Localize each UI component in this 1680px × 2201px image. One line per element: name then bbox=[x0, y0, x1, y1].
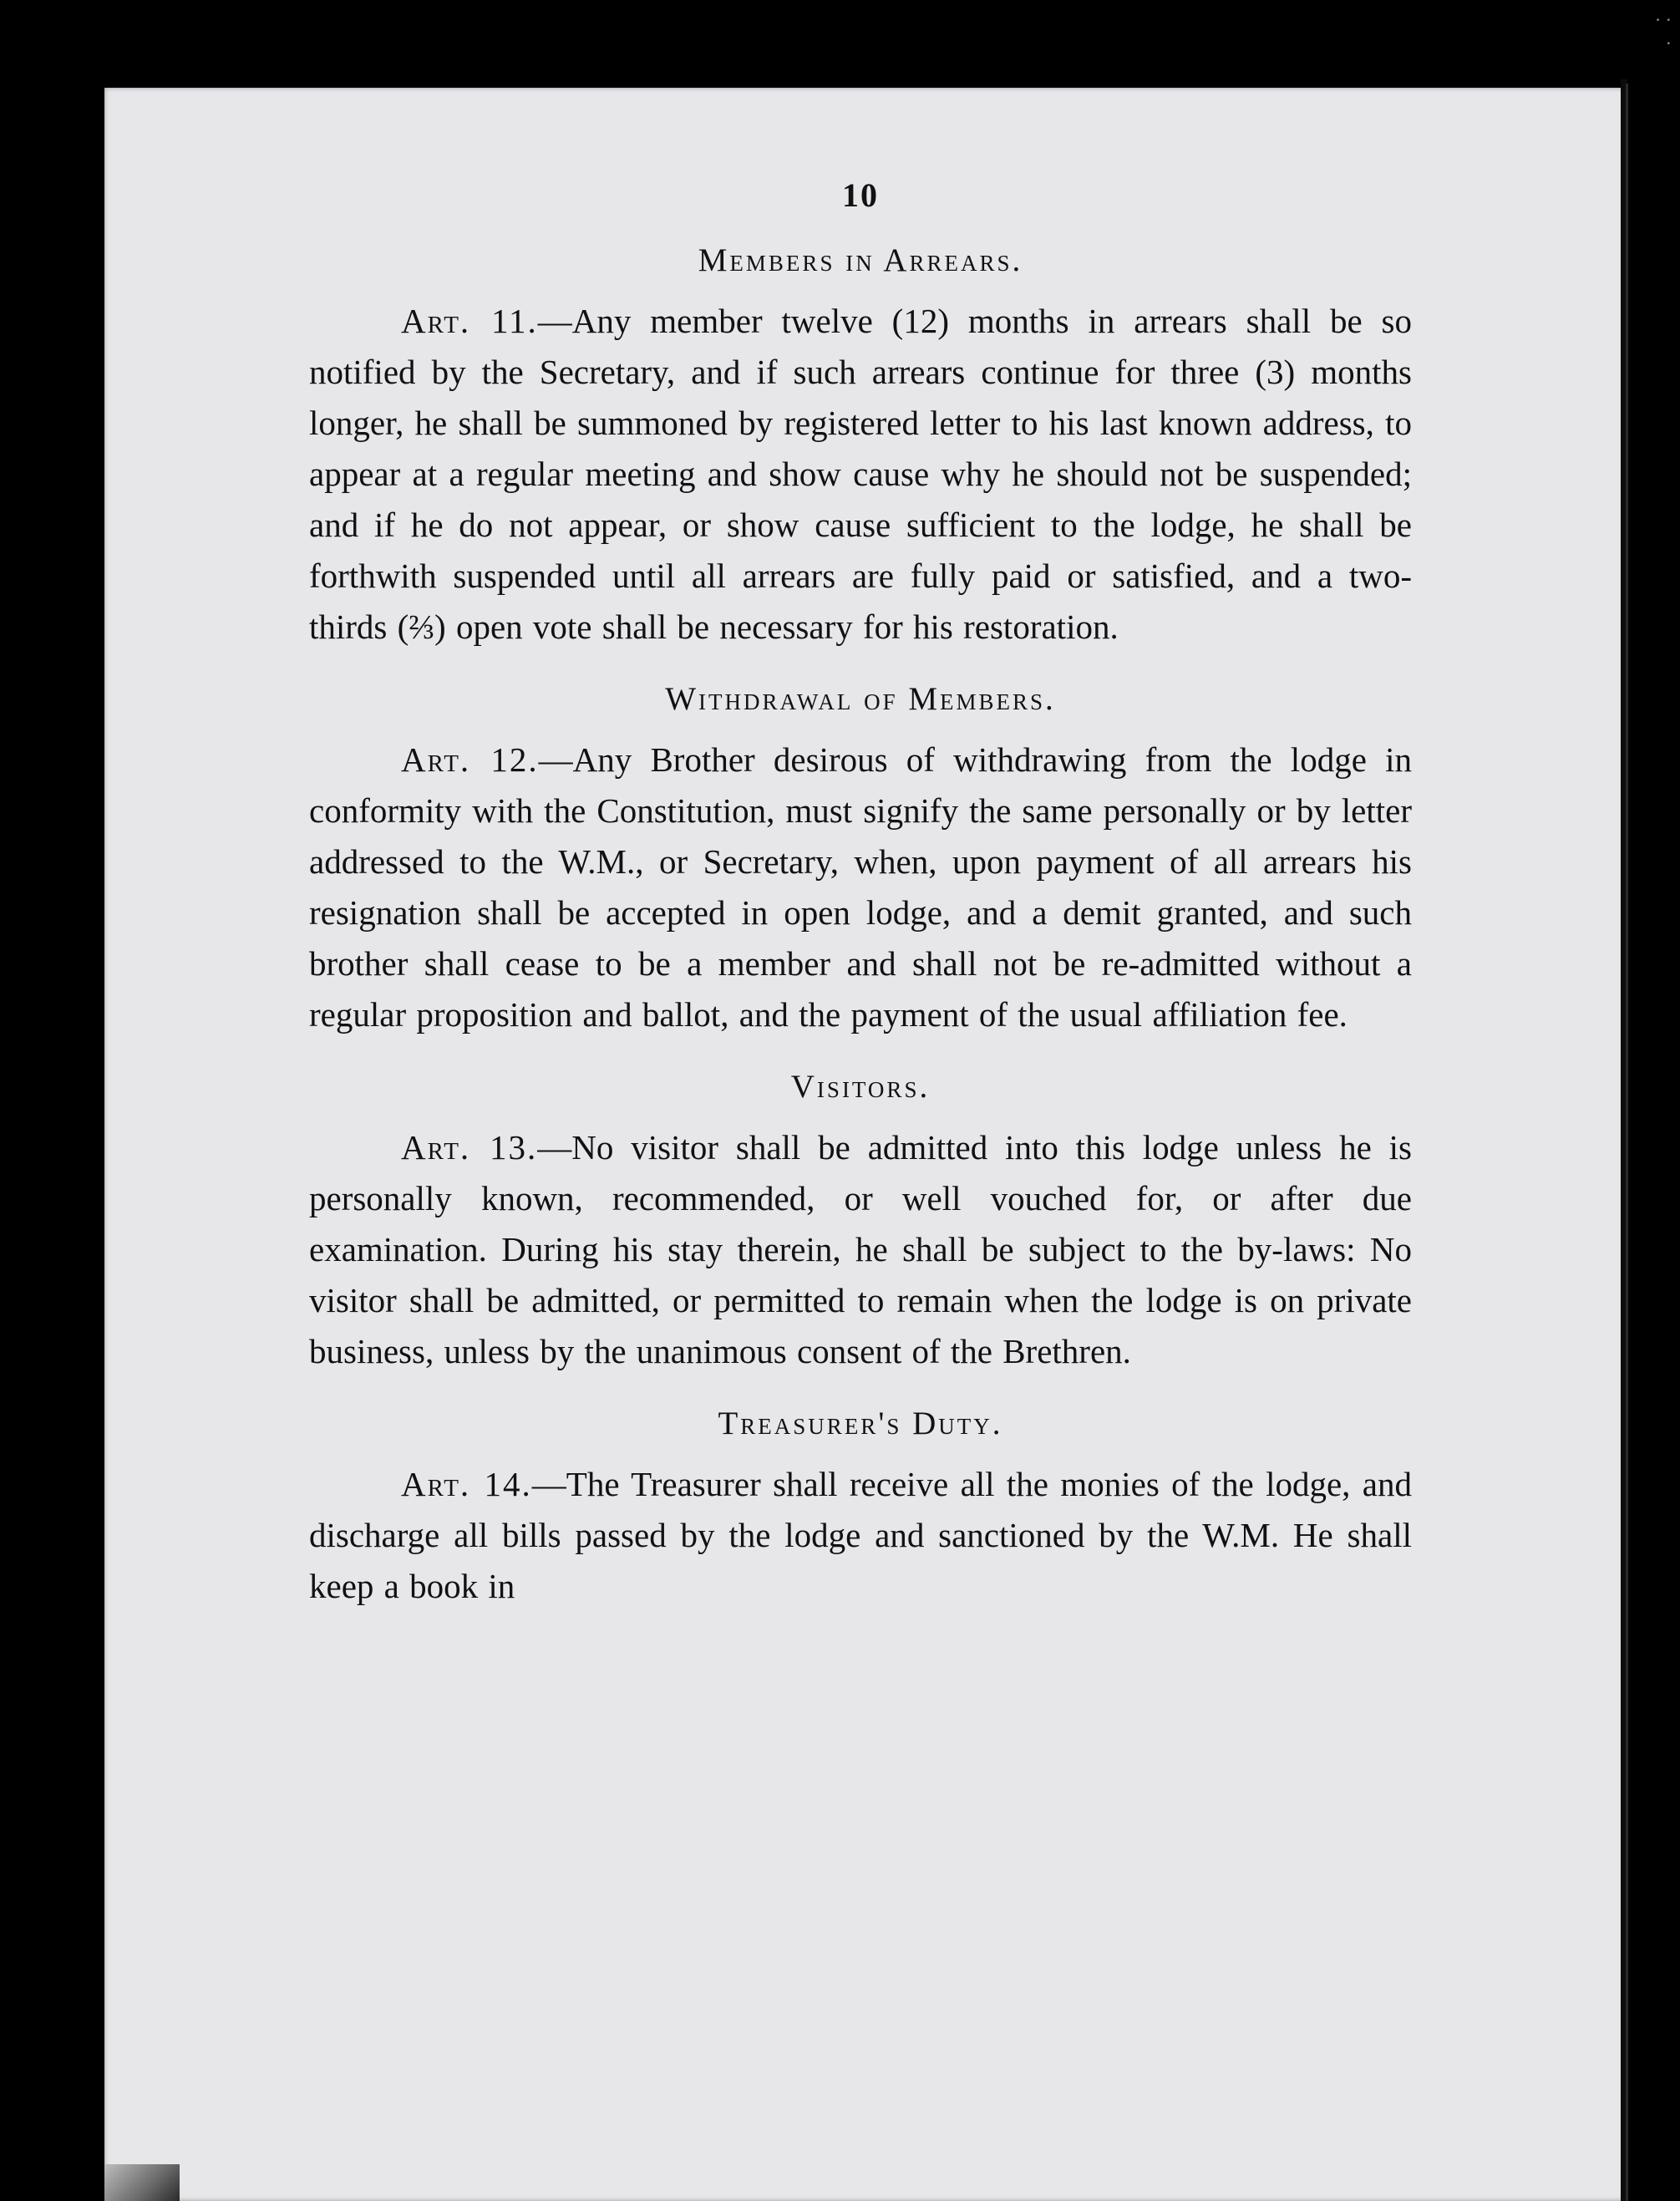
section-heading-withdrawal-of-members: Withdrawal of Members. bbox=[665, 681, 1056, 717]
article-11-label: Art. 11. bbox=[401, 302, 538, 340]
page-text bbox=[309, 175, 1412, 1630]
article-11-text: —Any member twelve (12) months in arrears shall be so notified by the Secretary, and if such arrears continue for three (3) months longer, he shall be summoned by registered letter to his last known address, to appear at a regular meeting and show cause why he should not be suspended; and if he do not appear, or show cause sufficient to the lodge, he shall be forthwith suspended until all arrears are fully paid or satisfied, and a two-thirds (⅔) open vote shall be necessary for his restoration. bbox=[309, 302, 1413, 646]
article-14-label: Art. 14. bbox=[401, 1465, 532, 1503]
scan-specks: · · · bbox=[1654, 9, 1672, 53]
article-14-text: —The Treasurer shall receive all the monies of the lodge, and discharge all bills passed by the lodge and sanctioned by the W.M. He shall keep a book in bbox=[309, 1465, 1412, 1605]
page-number: 10 bbox=[842, 176, 879, 214]
article-11-paragraph bbox=[309, 296, 1412, 653]
page-right-edge-line bbox=[1626, 84, 1628, 2201]
section-heading-treasurers-duty: Treasurer's Duty. bbox=[718, 1405, 1003, 1441]
article-13-paragraph bbox=[309, 1122, 1412, 1377]
section-heading-visitors: Visitors. bbox=[790, 1069, 931, 1105]
article-13-text: —No visitor shall be admitted into this lodge unless he is personally known, recommended, or well vouched for, or after due examination. During his stay therein, he shall be subject to the by-laws: No visitor shall be admitted, or permitted to remain when the lodge is on private business, unless by the unanimous consent of the Brethren. bbox=[309, 1128, 1412, 1370]
article-12-text: —Any Brother desirous of withdrawing from the lodge in conformity with the Constitution, must signify the same personally or by letter addressed to the W.M., or Secretary, when, upon payment of all arrears his resignation shall be accepted in open lodge, and a demit granted, and such brother shall cease to be a member and shall not be re-admitted without a regular proposition and ballot, and the payment of the usual affiliation fee. bbox=[309, 740, 1412, 1034]
article-12-label: Art. 12. bbox=[401, 740, 539, 779]
article-13-label: Art. 13. bbox=[401, 1128, 538, 1167]
article-12-paragraph bbox=[309, 735, 1412, 1040]
page-corner-fold bbox=[104, 2164, 180, 2201]
article-14-paragraph bbox=[309, 1459, 1412, 1612]
section-heading-members-in-arrears: Members in Arrears. bbox=[698, 242, 1023, 278]
